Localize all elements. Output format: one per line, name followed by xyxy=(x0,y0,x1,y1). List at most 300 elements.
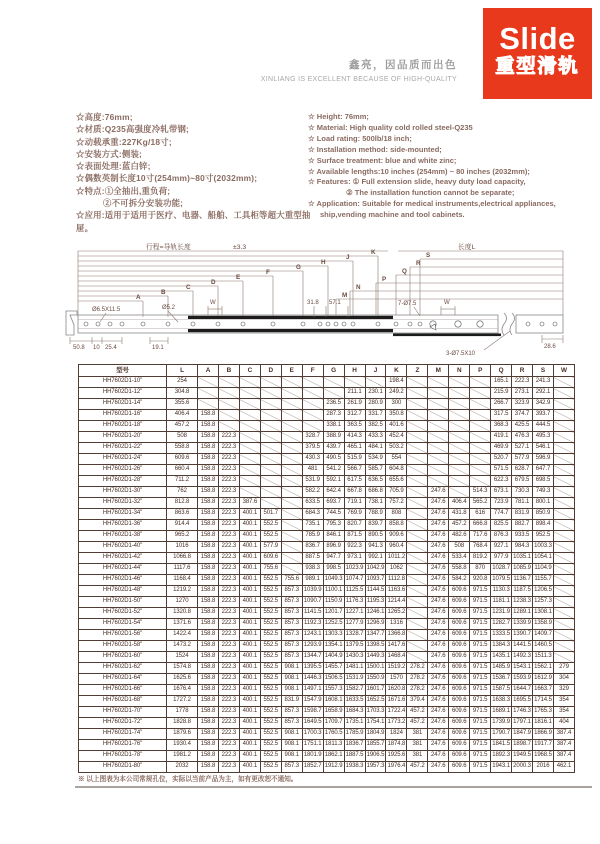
value-cell: 1023.9 xyxy=(344,564,365,575)
value-cell: 247.6 xyxy=(428,641,449,652)
value-cell: 247.6 xyxy=(428,575,449,586)
value-cell: 1612.9 xyxy=(533,674,554,685)
table-row xyxy=(79,465,575,476)
value-cell: 1435.1 xyxy=(491,652,512,663)
dim-letter-p: P xyxy=(382,276,387,283)
value-cell xyxy=(449,487,470,498)
value-cell: 444.5 xyxy=(533,421,554,432)
value-cell xyxy=(553,542,574,553)
value-cell: 247.6 xyxy=(428,531,449,542)
value-cell: 1163.6 xyxy=(386,586,407,597)
value-cell: 457.2 xyxy=(407,718,428,729)
model-cell: HH7602D1-20" xyxy=(79,432,167,443)
value-cell: 1090.7 xyxy=(302,597,323,608)
value-cell: 1455.7 xyxy=(323,663,344,674)
model-cell: HH7602D1-42" xyxy=(79,553,167,564)
value-cell xyxy=(407,553,428,564)
value-cell: 774.7 xyxy=(491,509,512,520)
value-cell: 896.9 xyxy=(323,542,344,553)
value-cell: 1168.4 xyxy=(167,575,198,586)
value-cell: 1874.8 xyxy=(386,740,407,751)
value-cell: 158.8 xyxy=(198,421,219,432)
value-cell: 247.6 xyxy=(428,619,449,630)
value-cell xyxy=(260,432,281,443)
value-cell: 971.5 xyxy=(470,630,491,641)
value-cell xyxy=(407,509,428,520)
value-cell xyxy=(553,575,574,586)
value-cell xyxy=(260,421,281,432)
model-cell: HH7602D1-36" xyxy=(79,520,167,531)
dim-letter-h: H xyxy=(321,259,326,266)
value-cell: 1879.6 xyxy=(167,729,198,740)
value-cell: 870 xyxy=(470,564,491,575)
model-cell: HH7602D1-26" xyxy=(79,465,167,476)
value-cell: 609.6 xyxy=(449,762,470,773)
value-cell: 400.1 xyxy=(239,542,260,553)
value-cell: 933.5 xyxy=(512,531,533,542)
value-cell: 482.6 xyxy=(449,531,470,542)
value-cell: 158.8 xyxy=(198,674,219,685)
value-cell: 247.6 xyxy=(428,652,449,663)
value-cell: 158.8 xyxy=(198,619,219,630)
value-cell xyxy=(218,388,239,399)
value-cell: 1754.1 xyxy=(365,718,386,729)
value-cell xyxy=(553,608,574,619)
value-cell: 354 xyxy=(553,707,574,718)
value-cell: 1804.9 xyxy=(365,729,386,740)
value-cell: 247.6 xyxy=(428,509,449,520)
value-cell: 247.6 xyxy=(428,751,449,762)
value-cell: 717.6 xyxy=(470,531,491,542)
value-cell: 400.1 xyxy=(239,707,260,718)
value-cell: 1390.7 xyxy=(512,630,533,641)
value-cell: 222.3 xyxy=(218,663,239,674)
value-cell: 622.3 xyxy=(491,476,512,487)
value-cell: 1760.5 xyxy=(323,729,344,740)
value-cell xyxy=(407,542,428,553)
value-cell xyxy=(407,597,428,608)
value-cell xyxy=(553,509,574,520)
table-row xyxy=(79,597,575,608)
value-cell: 1042.9 xyxy=(365,564,386,575)
value-cell: 1658.9 xyxy=(323,707,344,718)
value-cell: 2016 xyxy=(533,762,554,773)
value-cell xyxy=(218,377,239,388)
value-cell: 1709.7 xyxy=(323,718,344,729)
value-cell: 744.5 xyxy=(323,509,344,520)
value-cell: 457.2 xyxy=(407,762,428,773)
value-cell: 158.8 xyxy=(198,487,219,498)
dim-letter-c: C xyxy=(186,284,191,291)
value-cell: 247.6 xyxy=(428,674,449,685)
value-cell: 1446.3 xyxy=(302,674,323,685)
table-row xyxy=(79,641,575,652)
value-cell xyxy=(449,465,470,476)
value-cell: 354 xyxy=(553,696,574,707)
value-cell: 222.3 xyxy=(218,465,239,476)
value-cell xyxy=(407,608,428,619)
value-cell: 158.8 xyxy=(198,410,219,421)
value-cell: 971.5 xyxy=(470,685,491,696)
value-cell: 400.1 xyxy=(239,718,260,729)
value-cell: 609.6 xyxy=(449,630,470,641)
value-cell: 247.6 xyxy=(428,586,449,597)
value-cell: 1270 xyxy=(167,597,198,608)
value-cell: 273.1 xyxy=(512,388,533,399)
value-cell: 757.2 xyxy=(386,498,407,509)
value-cell: 1862.1 xyxy=(323,751,344,762)
dim-letter-d: D xyxy=(211,279,216,286)
value-cell xyxy=(428,476,449,487)
value-cell: 609.6 xyxy=(449,674,470,685)
total-length-label: 长度L xyxy=(458,244,476,251)
value-cell: 1246.1 xyxy=(365,608,386,619)
value-cell: 909.6 xyxy=(386,531,407,542)
value-cell: 1117.6 xyxy=(167,564,198,575)
spec-line: ② The installation function cannot be separate; xyxy=(346,188,515,198)
value-cell: 439.7 xyxy=(323,443,344,454)
spec-line: ☆ Height: 76mm; xyxy=(308,112,369,121)
value-cell xyxy=(407,564,428,575)
model-cell: HH7602D1-50" xyxy=(79,597,167,608)
value-cell xyxy=(260,454,281,465)
value-cell: 158.8 xyxy=(198,718,219,729)
value-cell xyxy=(407,399,428,410)
value-cell xyxy=(260,498,281,509)
value-cell: 1150.9 xyxy=(323,597,344,608)
value-cell xyxy=(449,377,470,388)
value-cell: 1144.5 xyxy=(365,586,386,597)
value-cell xyxy=(449,399,470,410)
model-cell: HH7602D1-56" xyxy=(79,630,167,641)
table-row xyxy=(79,619,575,630)
value-cell: 1289.1 xyxy=(512,608,533,619)
value-cell: 1797.1 xyxy=(512,718,533,729)
value-cell: 222.3 xyxy=(218,443,239,454)
value-cell xyxy=(553,443,574,454)
dim-19-1-label: 19.1 xyxy=(152,345,164,351)
value-cell: 1841.5 xyxy=(491,740,512,751)
value-cell: 1557.3 xyxy=(323,685,344,696)
value-cell: 247.6 xyxy=(428,520,449,531)
value-cell: 552.5 xyxy=(260,707,281,718)
value-cell: 1703.3 xyxy=(365,707,386,718)
value-cell xyxy=(449,421,470,432)
value-cell: 1511.3 xyxy=(533,652,554,663)
value-cell: 584.2 xyxy=(449,575,470,586)
value-cell: 158.8 xyxy=(198,586,219,597)
table-row xyxy=(79,520,575,531)
value-cell xyxy=(553,432,574,443)
col-header: J xyxy=(365,365,386,377)
value-cell: 158.8 xyxy=(198,630,219,641)
value-cell: 552.5 xyxy=(260,762,281,773)
dim-50-8-label: 50.8 xyxy=(73,345,85,351)
value-cell xyxy=(407,421,428,432)
value-cell: 323.9 xyxy=(512,399,533,410)
model-cell: HH7602D1-14" xyxy=(79,399,167,410)
dim-letter-m: M xyxy=(342,292,348,299)
value-cell: 831.9 xyxy=(281,696,302,707)
table-row xyxy=(79,707,575,718)
value-cell: 609.6 xyxy=(449,641,470,652)
value-cell: 552.5 xyxy=(260,674,281,685)
value-cell: 558.8 xyxy=(167,443,198,454)
value-cell: 693.7 xyxy=(323,498,344,509)
value-cell: 247.6 xyxy=(428,696,449,707)
value-cell xyxy=(553,487,574,498)
value-cell: 552.5 xyxy=(260,630,281,641)
value-cell: 158.8 xyxy=(198,597,219,608)
value-cell: 247.6 xyxy=(428,718,449,729)
value-cell: 788.9 xyxy=(365,509,386,520)
value-cell: 1473.2 xyxy=(167,641,198,652)
value-cell: 965.2 xyxy=(167,531,198,542)
value-cell: 971.5 xyxy=(470,762,491,773)
value-cell: 1303.3 xyxy=(323,630,344,641)
value-cell xyxy=(407,520,428,531)
value-cell xyxy=(281,476,302,487)
value-cell: 1892.3 xyxy=(491,751,512,762)
model-cell: HH7602D1-40" xyxy=(79,542,167,553)
value-cell: 400.1 xyxy=(239,674,260,685)
value-cell: 300 xyxy=(386,399,407,410)
value-cell xyxy=(239,432,260,443)
spec-line: ☆ Load rating: 500lb/18 inch; xyxy=(308,133,412,143)
value-cell: 1500.1 xyxy=(365,663,386,674)
value-cell: 1468.4 xyxy=(386,652,407,663)
dim-letter-s: S xyxy=(426,252,431,259)
value-cell: 609.6 xyxy=(449,729,470,740)
value-cell: 971.5 xyxy=(470,652,491,663)
value-cell: 1855.7 xyxy=(365,740,386,751)
size-table xyxy=(78,364,575,773)
value-cell: 882.7 xyxy=(512,520,533,531)
value-cell xyxy=(449,410,470,421)
value-cell: 1497.1 xyxy=(302,685,323,696)
value-cell: 387.4 xyxy=(553,740,574,751)
value-cell: 628.7 xyxy=(512,465,533,476)
value-cell: 552.5 xyxy=(260,718,281,729)
value-cell: 215.9 xyxy=(491,388,512,399)
break-squiggle xyxy=(502,313,507,335)
value-cell: 400.1 xyxy=(239,619,260,630)
col-header: W xyxy=(553,365,574,377)
value-cell: 387.4 xyxy=(553,751,574,762)
value-cell: 604.8 xyxy=(386,465,407,476)
value-cell: 363.5 xyxy=(344,421,365,432)
value-cell: 1366.8 xyxy=(386,630,407,641)
value-cell xyxy=(281,432,302,443)
value-cell: 1141.5 xyxy=(302,608,323,619)
value-cell xyxy=(239,388,260,399)
value-cell xyxy=(407,652,428,663)
value-cell: 1785.9 xyxy=(344,729,365,740)
value-cell: 222.3 xyxy=(218,751,239,762)
value-cell: 820.7 xyxy=(344,520,365,531)
value-cell: 236.5 xyxy=(323,399,344,410)
value-cell: 552.5 xyxy=(260,586,281,597)
value-cell xyxy=(428,421,449,432)
value-cell: 554 xyxy=(386,454,407,465)
value-cell xyxy=(281,509,302,520)
value-cell: 222.3 xyxy=(218,630,239,641)
value-cell xyxy=(302,399,323,410)
value-cell: 887.5 xyxy=(302,553,323,564)
value-cell: 846.1 xyxy=(323,531,344,542)
value-cell: 1519.2 xyxy=(386,663,407,674)
value-cell: 1625.6 xyxy=(167,674,198,685)
value-cell: 400.1 xyxy=(239,740,260,751)
value-cell xyxy=(302,410,323,421)
value-cell: 1582.7 xyxy=(344,685,365,696)
value-cell: 1320.8 xyxy=(167,608,198,619)
model-cell: HH7602D1-30" xyxy=(79,487,167,498)
value-cell: 158.8 xyxy=(198,707,219,718)
value-cell: 247.6 xyxy=(428,542,449,553)
value-cell: 1828.8 xyxy=(167,718,198,729)
col-header: H xyxy=(344,365,365,377)
value-cell: 952.5 xyxy=(533,531,554,542)
value-cell: 1195.3 xyxy=(365,597,386,608)
value-cell xyxy=(323,388,344,399)
value-cell: 1620.8 xyxy=(386,685,407,696)
value-cell: 531.9 xyxy=(302,476,323,487)
model-cell: HH7602D1-58" xyxy=(79,641,167,652)
value-cell: 1206.5 xyxy=(533,586,554,597)
value-cell: 419.1 xyxy=(491,432,512,443)
value-cell xyxy=(470,454,491,465)
value-cell: 1243.1 xyxy=(302,630,323,641)
value-cell: 552.5 xyxy=(260,575,281,586)
value-cell: 769.9 xyxy=(344,509,365,520)
value-cell xyxy=(553,553,574,564)
table-row xyxy=(79,630,575,641)
value-cell: 278.2 xyxy=(407,674,428,685)
value-cell: 857.3 xyxy=(281,586,302,597)
col-header: B xyxy=(218,365,239,377)
value-cell: 158.8 xyxy=(198,476,219,487)
value-cell: 636.5 xyxy=(365,476,386,487)
value-cell: 261.9 xyxy=(344,399,365,410)
value-cell: 1409.7 xyxy=(533,630,554,641)
value-cell: 222.3 xyxy=(218,454,239,465)
value-cell: 158.8 xyxy=(198,564,219,575)
value-cell xyxy=(470,432,491,443)
value-cell: 1751.1 xyxy=(302,740,323,751)
value-cell: 247.6 xyxy=(428,498,449,509)
value-cell: 1524 xyxy=(167,652,198,663)
value-cell: 1398.5 xyxy=(365,641,386,652)
value-cell xyxy=(239,399,260,410)
value-cell xyxy=(260,487,281,498)
value-cell: 755.6 xyxy=(281,575,302,586)
value-cell: 947.7 xyxy=(323,553,344,564)
model-cell: HH7602D1-80" xyxy=(79,762,167,773)
end-plate-holes xyxy=(526,322,557,326)
value-cell: 1587.5 xyxy=(491,685,512,696)
value-cell xyxy=(407,487,428,498)
model-cell: HH7602D1-60" xyxy=(79,652,167,663)
value-cell: 938.3 xyxy=(302,564,323,575)
value-cell: 222.3 xyxy=(218,707,239,718)
value-cell: 1543.1 xyxy=(512,663,533,674)
dim-10-label: 10 xyxy=(93,345,100,351)
value-cell: 490.5 xyxy=(323,454,344,465)
value-cell: 222.3 xyxy=(218,718,239,729)
dim-w-right-label: W xyxy=(444,300,450,306)
value-cell xyxy=(260,443,281,454)
value-cell: 1136.7 xyxy=(512,575,533,586)
value-cell: 2000.3 xyxy=(512,762,533,773)
col-header: 型号 xyxy=(79,365,167,377)
brand-name: Slide xyxy=(499,21,576,56)
model-cell: HH7602D1-62" xyxy=(79,663,167,674)
value-cell: 222.3 xyxy=(218,762,239,773)
value-cell: 304.8 xyxy=(167,388,198,399)
value-cell: 1028.7 xyxy=(491,564,512,575)
value-cell xyxy=(407,630,428,641)
value-cell: 1074.7 xyxy=(344,575,365,586)
stroke-length-label: 行程=导轨长度 xyxy=(146,244,191,251)
value-cell: 404 xyxy=(553,718,574,729)
value-cell xyxy=(553,619,574,630)
value-cell: 165.1 xyxy=(491,377,512,388)
value-cell: 247.6 xyxy=(428,487,449,498)
value-cell: 1104.9 xyxy=(533,564,554,575)
value-cell: 609.6 xyxy=(449,740,470,751)
value-cell xyxy=(281,410,302,421)
value-cell: 382.5 xyxy=(365,421,386,432)
value-cell: 1316 xyxy=(386,619,407,630)
value-cell: 222.3 xyxy=(218,520,239,531)
value-cell: 673.1 xyxy=(491,487,512,498)
model-cell: HH7602D1-18" xyxy=(79,421,167,432)
value-cell: 401.6 xyxy=(386,421,407,432)
value-cell: 1277.9 xyxy=(344,619,365,630)
value-cell: 565.2 xyxy=(470,498,491,509)
brand-logo xyxy=(483,8,592,99)
taglines xyxy=(261,57,457,83)
value-cell: 222.3 xyxy=(218,608,239,619)
value-cell: 1441.5 xyxy=(512,641,533,652)
value-cell: 158.8 xyxy=(198,498,219,509)
value-cell: 596.9 xyxy=(533,454,554,465)
col-header: P xyxy=(470,365,491,377)
table-row xyxy=(79,718,575,729)
value-cell: 1035.1 xyxy=(512,553,533,564)
model-cell: HH7602D1-76" xyxy=(79,740,167,751)
value-cell: 1485.9 xyxy=(491,663,512,674)
value-cell xyxy=(323,377,344,388)
value-cell xyxy=(281,531,302,542)
value-cell xyxy=(407,619,428,630)
dim-letter-j: J xyxy=(346,254,350,261)
table-row xyxy=(79,586,575,597)
value-cell xyxy=(428,377,449,388)
value-cell: 1938.3 xyxy=(344,762,365,773)
value-cell: 1898.7 xyxy=(512,740,533,751)
value-cell: 1968.5 xyxy=(533,751,554,762)
value-cell: 481 xyxy=(302,465,323,476)
value-cell: 266.7 xyxy=(491,399,512,410)
value-cell: 973.1 xyxy=(344,553,365,564)
value-cell: 278.2 xyxy=(407,685,428,696)
value-cell: 1066.8 xyxy=(167,553,198,564)
value-cell: 254 xyxy=(167,377,198,388)
value-cell: 158.8 xyxy=(198,685,219,696)
value-cell xyxy=(281,421,302,432)
